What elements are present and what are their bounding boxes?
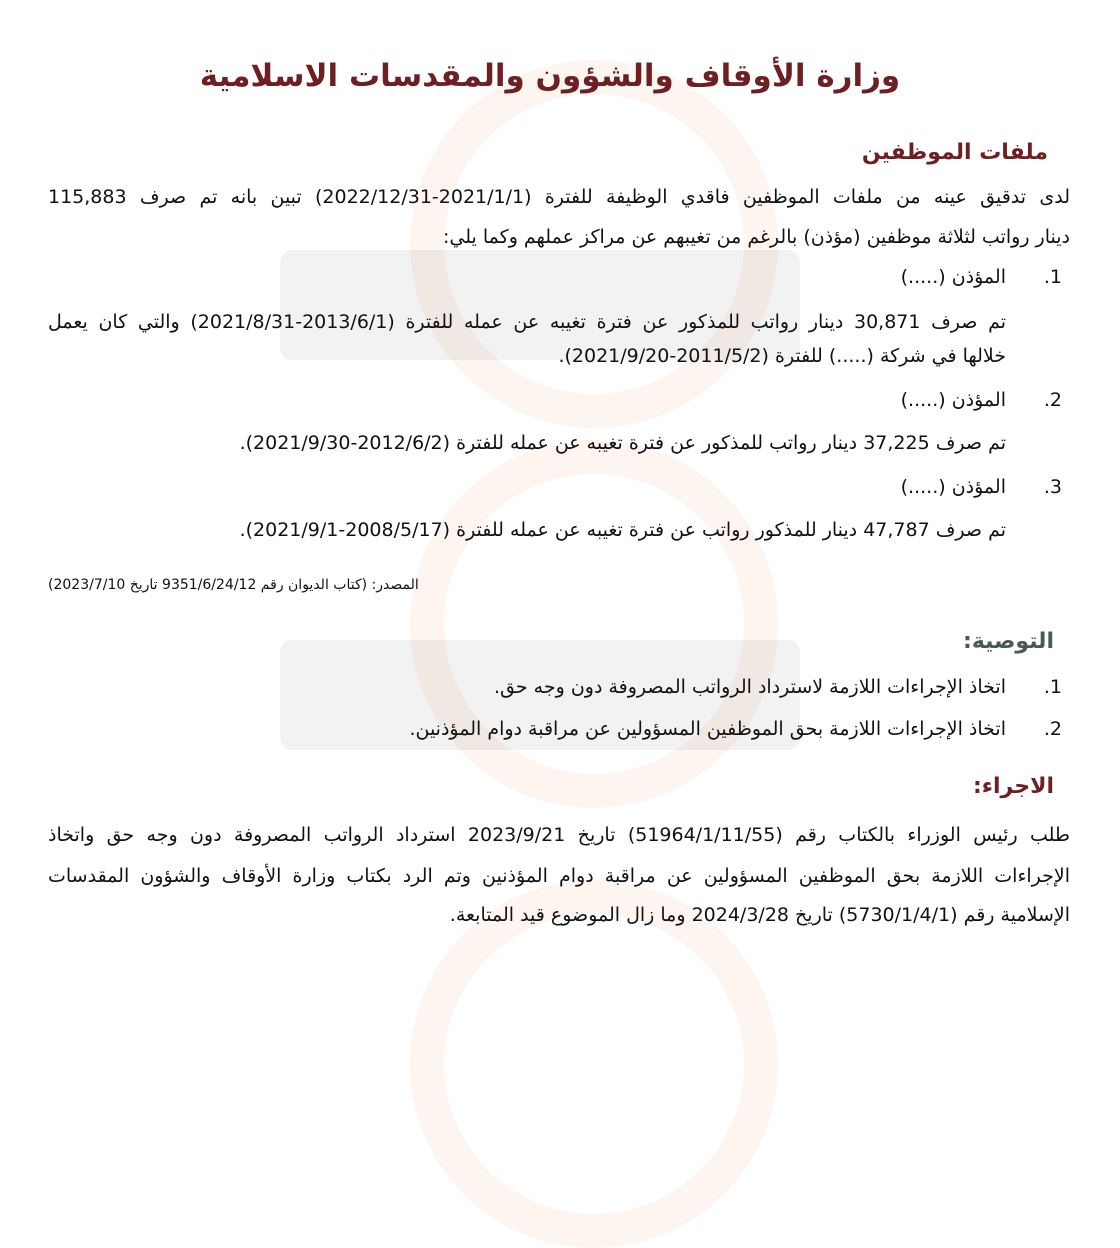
action-line-2: الإجراءات اللازمة بحق الموظفين المسؤولين عن مراقبة دوام المؤذنين وتم الرد بكتاب وزارة الأوقاف والشؤون المقدسات bbox=[48, 865, 1070, 887]
recommendation-item: اتخاذ الإجراءات اللازمة لاسترداد الرواتب المصروفة دون وجه حق. bbox=[494, 676, 1006, 698]
item-detail: تم صرف 37,225 دينار رواتب للمذكور عن فترة تغيبه عن عمله للفترة (2012/6/2-2021/9/30). bbox=[239, 432, 1006, 454]
recommendation-item: اتخاذ الإجراءات اللازمة بحق الموظفين المسؤولين عن مراقبة دوام المؤذنين. bbox=[409, 718, 1006, 740]
section-heading-employee-files: ملفات الموظفين bbox=[861, 140, 1048, 165]
item-detail: خلالها في شركة (.....) للفترة (2011/5/2-2021/9/20). bbox=[558, 345, 1006, 367]
watermark-clock bbox=[410, 440, 778, 808]
item-detail: تم صرف 47,787 دينار للمذكور رواتب عن فترة تغيبه عن عمله للفترة (2008/5/17-2021/9/1). bbox=[239, 519, 1006, 541]
item-number: 3. bbox=[1043, 476, 1062, 498]
action-line-3: الإسلامية رقم (5730/1/4/1) تاريخ 2024/3/28 وما زال الموضوع قيد المتابعة. bbox=[449, 904, 1070, 926]
intro-line-2: دينار رواتب لثلاثة موظفين (مؤذن) بالرغم من تغيبهم عن مراكز عملهم وكما يلي: bbox=[443, 226, 1070, 248]
item-number: 1. bbox=[1043, 266, 1062, 288]
item-label: المؤذن (.....) bbox=[900, 266, 1006, 288]
item-label: المؤذن (.....) bbox=[900, 389, 1006, 411]
intro-line-1: لدى تدقيق عينه من ملفات الموظفين فاقدي الوظيفة للفترة (2021/1/1-2022/12/31) تبين بانه تم صرف 115,883 bbox=[48, 186, 1070, 208]
watermark-clock bbox=[410, 880, 778, 1248]
item-number: 1. bbox=[1043, 676, 1062, 698]
section-heading-recommendation: التوصية: bbox=[963, 629, 1054, 654]
item-label: المؤذن (.....) bbox=[900, 476, 1006, 498]
action-line-1: طلب رئيس الوزراء بالكتاب رقم (51964/1/11/55) تاريخ 2023/9/21 استرداد الرواتب المصروفة دون وجه حق واتخاذ bbox=[48, 824, 1071, 846]
page-title: وزارة الأوقاف والشؤون والمقدسات الاسلامية bbox=[199, 58, 901, 94]
source-note: المصدر: (كتاب الديوان رقم 9351/6/24/12 تاريخ 2023/7/10) bbox=[48, 577, 419, 593]
item-detail: تم صرف 30,871 دينار رواتب للمذكور عن فترة تغيبه عن عمله للفترة (2013/6/1-2021/8/31) والتي كان يعمل bbox=[48, 311, 1007, 333]
section-heading-action: الاجراء: bbox=[972, 774, 1054, 799]
item-number: 2. bbox=[1043, 718, 1062, 740]
item-number: 2. bbox=[1043, 389, 1062, 411]
